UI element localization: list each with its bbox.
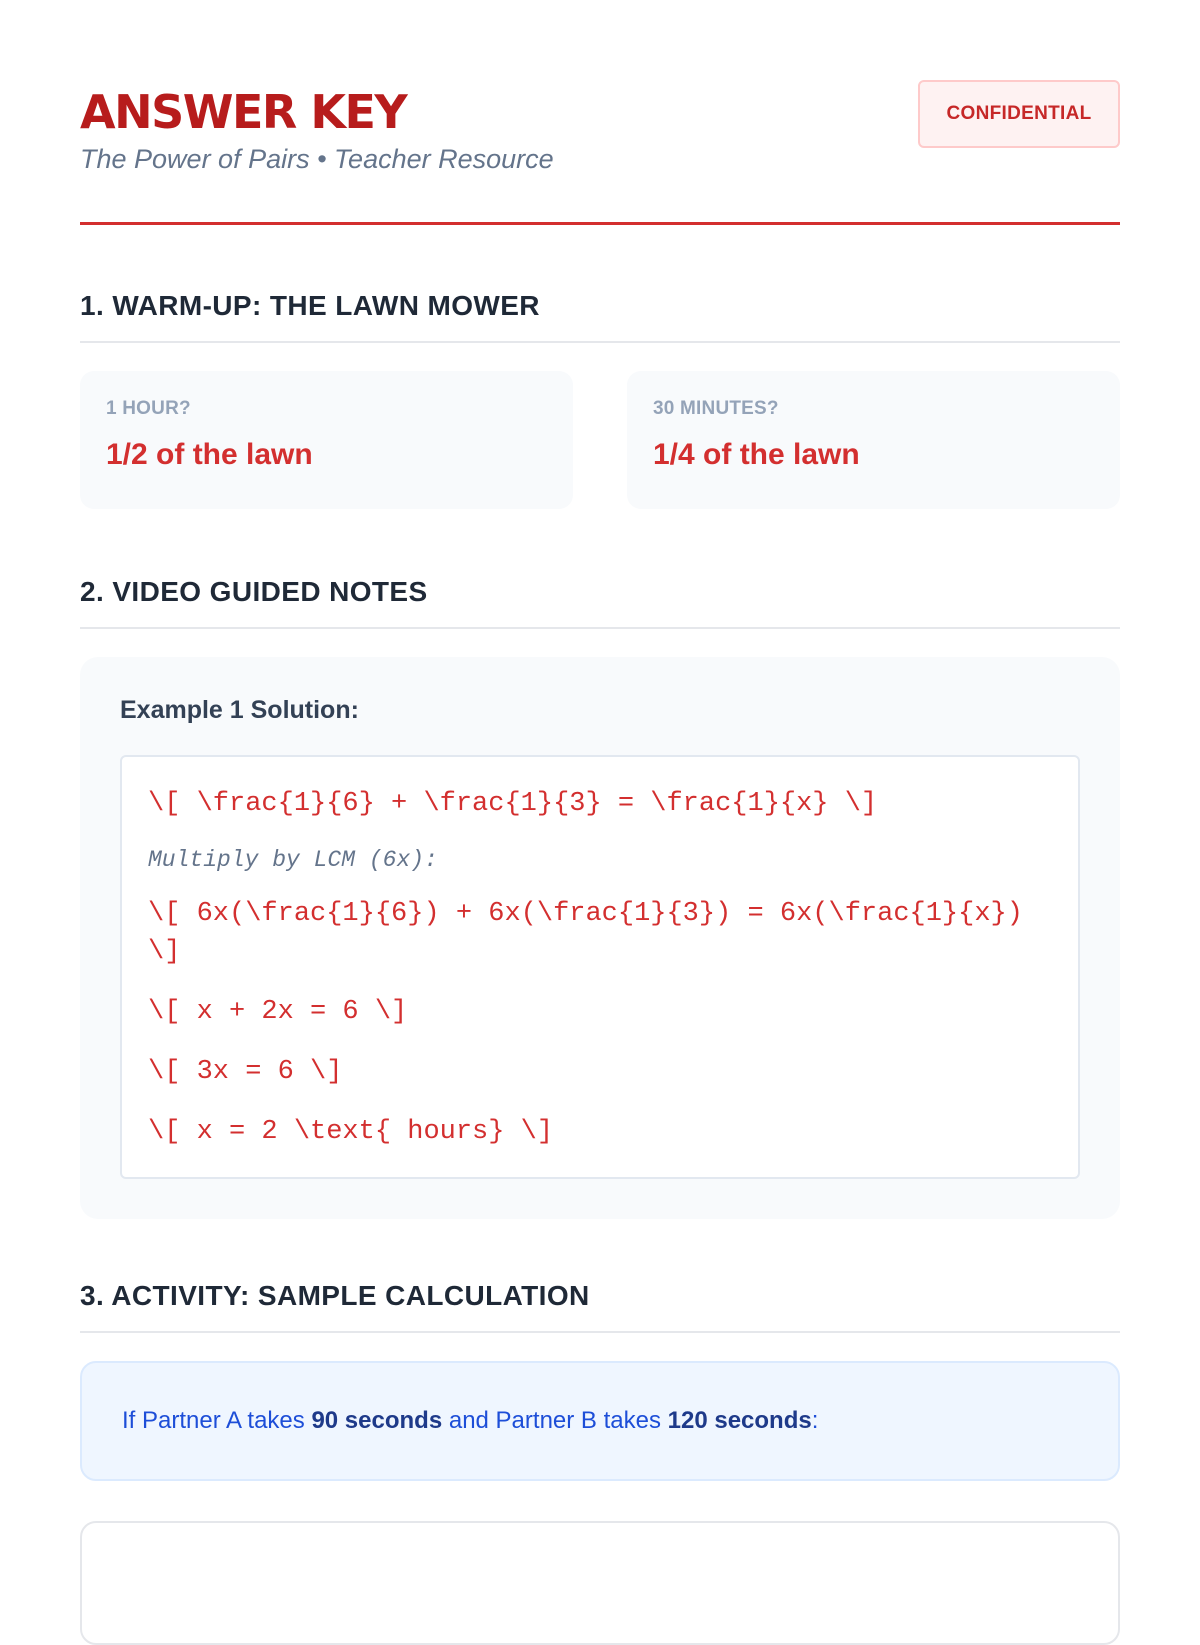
- warm-up-card-1-hour: [80, 371, 573, 509]
- partner-b-time: 120 seconds: [667, 1407, 812, 1434]
- info-text: :: [811, 1407, 819, 1434]
- info-text: and Partner B takes: [442, 1407, 668, 1434]
- section-activity-title: 3. ACTIVITY: SAMPLE CALCULATION: [80, 1279, 1120, 1333]
- info-text: If Partner A takes: [122, 1407, 312, 1434]
- section-video-notes-title: 2. VIDEO GUIDED NOTES: [80, 575, 1120, 629]
- equation-line: \[ \frac{1}{6} + \frac{1}{3} = \frac{1}{x} \]: [148, 789, 878, 819]
- card-answer: 1/4 of the lawn: [653, 438, 860, 471]
- step-note: Multiply by LCM (6x):: [148, 847, 438, 873]
- page-header: [80, 0, 1120, 225]
- partner-a-time: 90 seconds: [311, 1407, 443, 1434]
- card-answer: 1/2 of the lawn: [106, 438, 313, 471]
- warm-up-card-30-minutes: [627, 371, 1120, 509]
- equation-line: \[ 3x = 6 \]: [148, 1057, 343, 1087]
- card-label: 30 MINUTES?: [653, 398, 779, 419]
- confidential-badge: CONFIDENTIAL: [918, 80, 1120, 148]
- example-solution-heading: Example 1 Solution:: [120, 696, 359, 724]
- equation-line: \[ x = 2 \text{ hours} \]: [148, 1117, 554, 1147]
- section-warm-up-title: 1. WARM-UP: THE LAWN MOWER: [80, 289, 1120, 343]
- equation-line: \[ 6x(\frac{1}{6}) + 6x(\frac{1}{3}) = 6x(\frac{1}{x}) \]: [148, 899, 1040, 967]
- page-title: ANSWER KEY: [80, 85, 407, 139]
- guided-notes-panel: [80, 657, 1120, 1219]
- solution-equations-box: [120, 755, 1080, 1179]
- card-label: 1 HOUR?: [106, 398, 191, 419]
- page-subtitle: The Power of Pairs • Teacher Resource: [80, 144, 554, 174]
- warm-up-cards: [80, 371, 1120, 509]
- sample-calculation-info: [80, 1361, 1120, 1481]
- equation-line: \[ x + 2x = 6 \]: [148, 997, 408, 1027]
- calculation-box: [80, 1521, 1120, 1645]
